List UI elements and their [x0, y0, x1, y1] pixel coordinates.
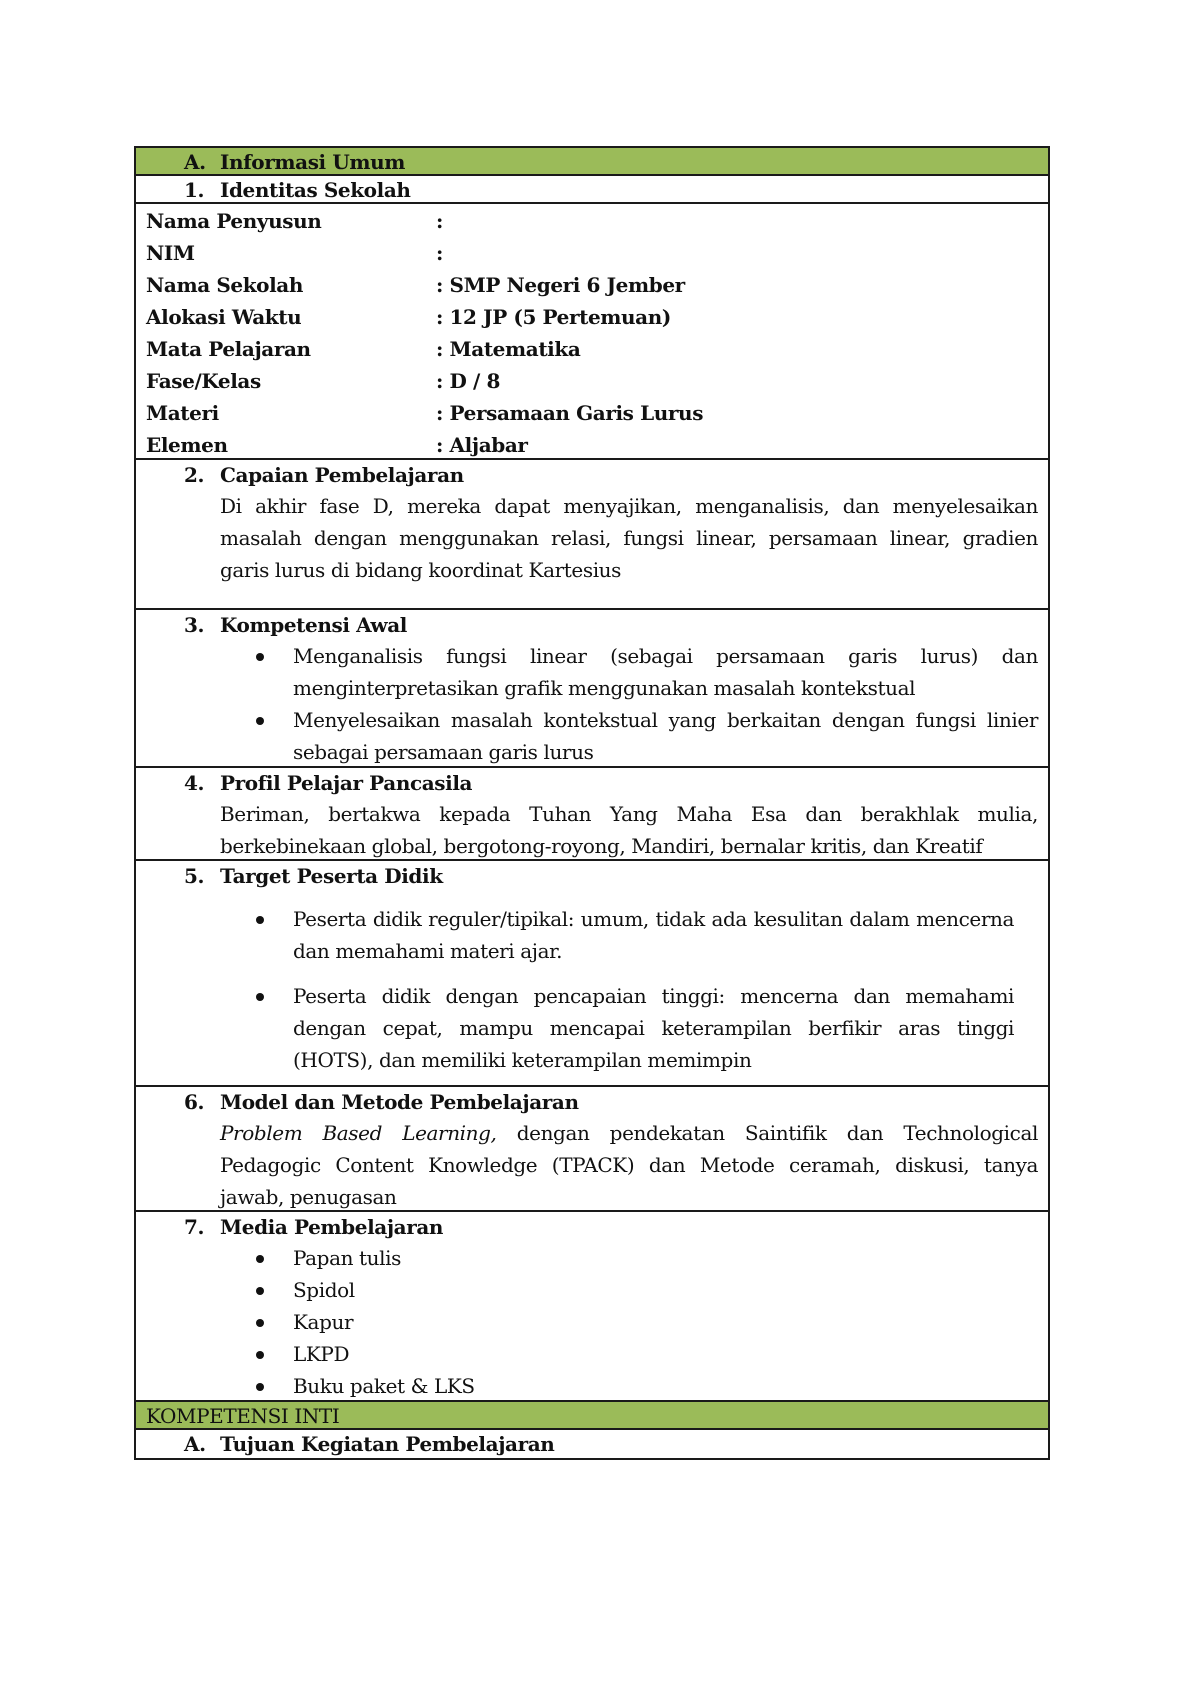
target-title-row: 5. Target Peserta Didik [184, 864, 443, 888]
profil-section [136, 768, 1048, 861]
list-item: LKPD [136, 1338, 1038, 1370]
list-item: Buku paket & LKS [136, 1370, 1038, 1402]
bullet-icon [256, 1287, 264, 1295]
kompetensi-awal-title: Kompetensi Awal [220, 613, 407, 637]
bullet-icon [256, 993, 264, 1001]
media-title-row: 7. Media Pembelajaran [184, 1215, 444, 1239]
section-a-title: Informasi Umum [220, 150, 406, 174]
section-a-header [136, 148, 1048, 176]
kompetensi-awal-list [136, 640, 1048, 768]
media-section [136, 1212, 1048, 1402]
profil-title-row: 4. Profil Pelajar Pancasila [184, 771, 473, 795]
model-text-italic: Problem Based Learning, [220, 1121, 497, 1145]
bullet-icon [256, 653, 264, 661]
kompetensi-awal-section [136, 610, 1048, 768]
tujuan-header [136, 1430, 1048, 1458]
tujuan-letter: A. [184, 1432, 206, 1456]
identity-row-mata-pelajaran: Mata Pelajaran : Matematika [146, 337, 581, 361]
media-title: Media Pembelajaran [220, 1215, 444, 1239]
kompetensi-inti-header [136, 1402, 1048, 1430]
capaian-title: Capaian Pembelajaran [220, 463, 464, 487]
tujuan-title: Tujuan Kegiatan Pembelajaran [220, 1432, 555, 1456]
kompetensi-awal-title-row: 3. Kompetensi Awal [184, 613, 407, 637]
model-text [136, 1117, 1048, 1213]
capaian-section [136, 460, 1048, 610]
bullet-icon [256, 1383, 264, 1391]
identity-row-fase-kelas: Fase/Kelas : D / 8 [146, 369, 501, 393]
identity-row-nama-sekolah: Nama Sekolah : SMP Negeri 6 Jember [146, 273, 685, 297]
list-item: Papan tulis [136, 1242, 1038, 1274]
identity-row-alokasi-waktu: Alokasi Waktu : 12 JP (5 Pertemuan) [146, 305, 671, 329]
profil-title: Profil Pelajar Pancasila [220, 771, 473, 795]
rpp-table [134, 146, 1050, 1460]
profil-text: Beriman, bertakwa kepada Tuhan Yang Maha Esa dan berakhlak mulia, berkebinekaan global, bergotong-royong, Mandiri, bernalar kritis, dan Kreatif [220, 802, 1038, 858]
identity-number: 1. [184, 178, 205, 202]
bullet-icon [256, 1255, 264, 1263]
identity-block [136, 204, 1048, 460]
bullet-icon [256, 1319, 264, 1327]
capaian-title-row: 2. Capaian Pembelajaran [184, 463, 464, 487]
list-item: Peserta didik dengan pencapaian tinggi: mencerna dan memahami dengan cepat, mampu mencapai keterampilan berfikir aras tinggi (HOTS), dan memiliki keterampilan memimpin [136, 980, 1014, 1076]
identity-row-elemen: Elemen : Aljabar [146, 433, 528, 457]
list-item: Spidol [136, 1274, 1038, 1306]
media-list [136, 1242, 1048, 1402]
model-text-rest: dengan pendekatan Saintifik dan Technological Pedagogic Content Knowledge (TPACK) dan Metode ceramah, diskusi, tanya jawab, penugasan [220, 1121, 1038, 1209]
model-title-row: 6. Model dan Metode Pembelajaran [184, 1090, 579, 1114]
identity-row-nim: NIM : [146, 241, 443, 265]
list-item: Kapur [136, 1306, 1038, 1338]
target-list [136, 903, 1048, 1076]
bullet-icon [256, 916, 264, 924]
identity-row-nama-penyusun: Nama Penyusun : [146, 209, 443, 233]
section-a-letter: A. [184, 150, 206, 174]
capaian-text: Di akhir fase D, mereka dapat menyajikan, menganalisis, dan menyelesaikan masalah dengan menggunakan relasi, fungsi linear, persamaan linear, gradien garis lurus di bidang koordinat Kartesius [220, 494, 1038, 582]
target-title: Target Peserta Didik [220, 864, 443, 888]
list-item: Peserta didik reguler/tipikal: umum, tidak ada kesulitan dalam mencerna dan memahami materi ajar. [136, 903, 1014, 967]
target-section [136, 861, 1048, 1087]
bullet-icon [256, 1351, 264, 1359]
list-item: Menganalisis fungsi linear (sebagai persamaan garis lurus) dan menginterpretasikan grafik menggunakan masalah kontekstual [136, 640, 1038, 704]
model-title: Model dan Metode Pembelajaran [220, 1090, 579, 1114]
identity-header [136, 176, 1048, 204]
list-item: Menyelesaikan masalah kontekstual yang berkaitan dengan fungsi linier sebagai persamaan garis lurus [136, 704, 1038, 768]
kompetensi-inti-title: KOMPETENSI INTI [146, 1404, 340, 1428]
identity-title: Identitas Sekolah [220, 178, 411, 202]
bullet-icon [256, 717, 264, 725]
model-section [136, 1087, 1048, 1212]
identity-row-materi: Materi : Persamaan Garis Lurus [146, 401, 704, 425]
